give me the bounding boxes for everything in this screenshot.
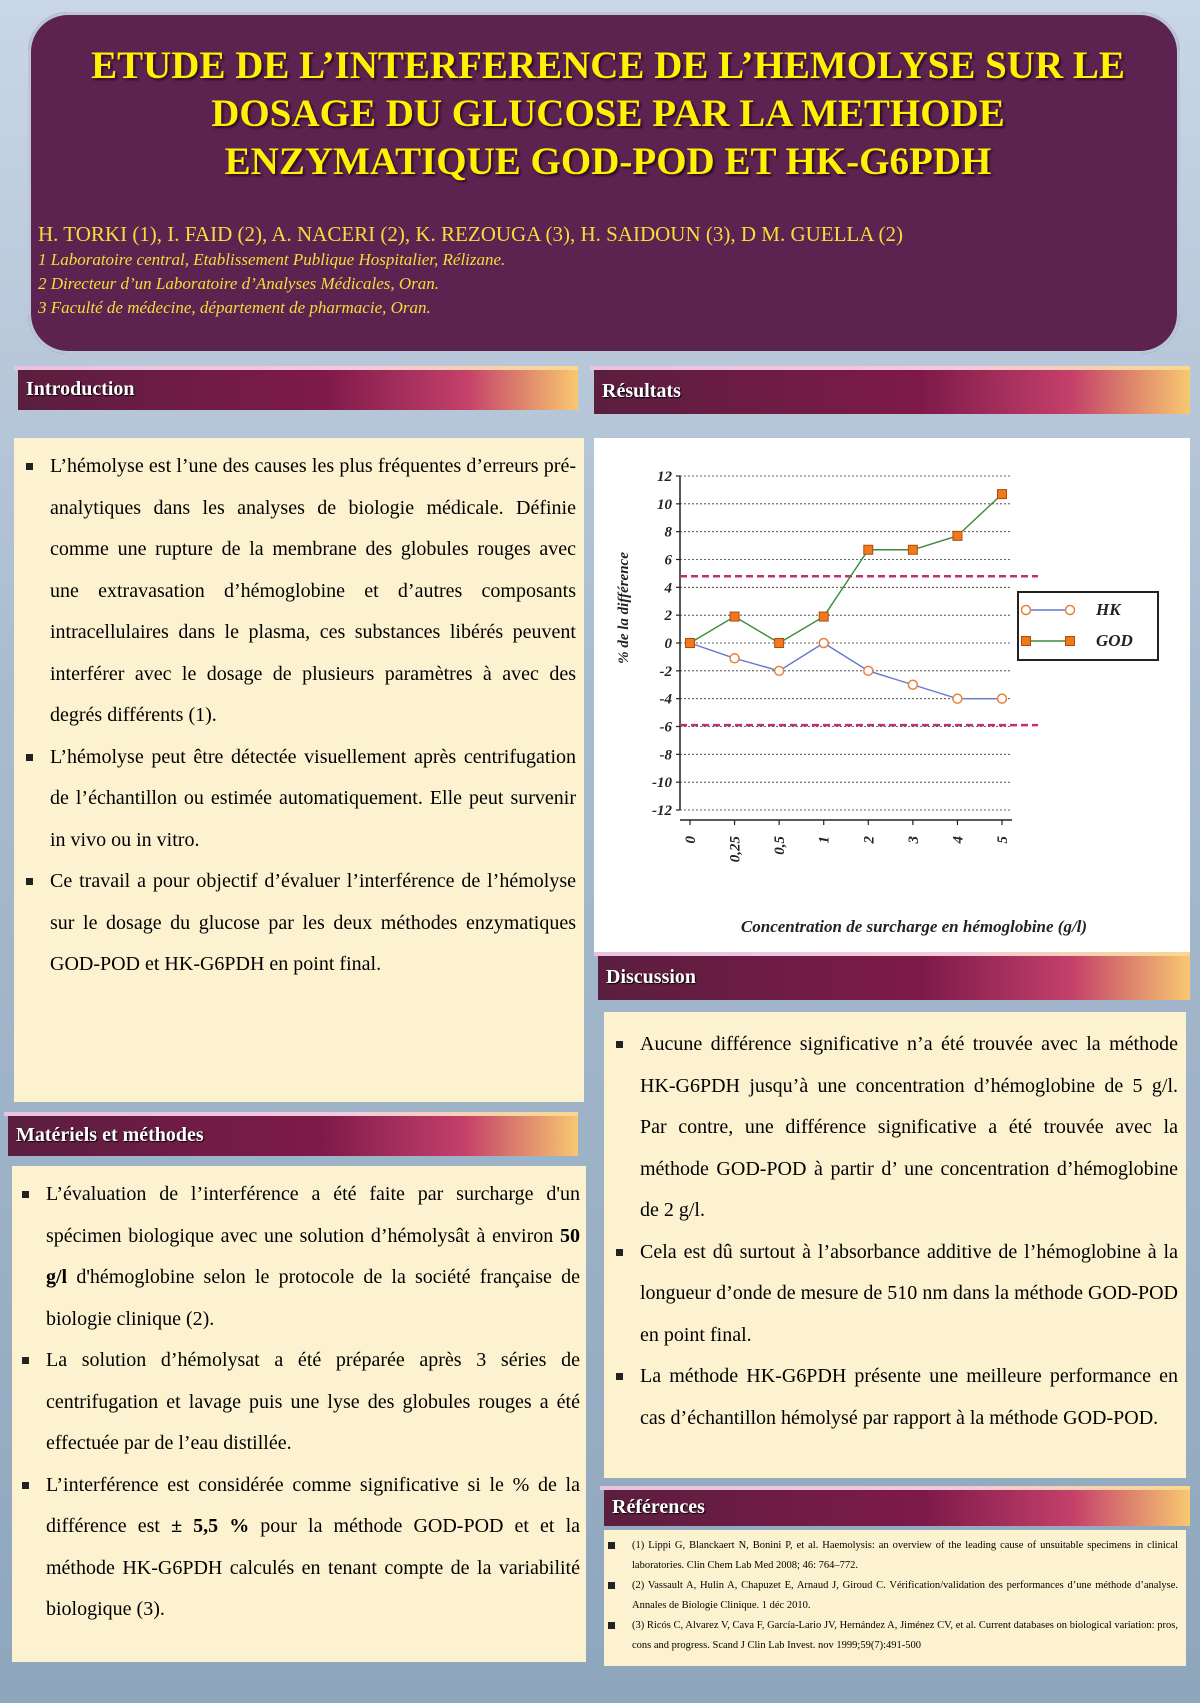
introduction-list bbox=[22, 446, 576, 986]
y-tick-label: -6 bbox=[659, 719, 672, 736]
results-chart-panel bbox=[594, 438, 1190, 952]
y-tick-label: -4 bbox=[659, 691, 672, 708]
affiliation-3: 3 Faculté de médecine, département de pharmacie, Oran. bbox=[38, 298, 431, 317]
methods-list bbox=[18, 1174, 580, 1631]
y-tick-label: 10 bbox=[657, 496, 672, 513]
data-point-hk bbox=[953, 694, 962, 703]
list-item: L’hémolyse peut être détectée visuellement après centrifugation de l’échantillon ou estimée automatiquement. Elle peut survenir in vivo ou in vitro. bbox=[22, 737, 576, 862]
references-heading-text: Références bbox=[612, 1496, 705, 1518]
poster-title bbox=[68, 42, 1148, 186]
data-point-hk bbox=[998, 694, 1007, 703]
x-tick-label: 0,25 bbox=[727, 836, 744, 863]
reference-item: (2) Vassault A, Hulin A, Chapuzet E, Arnaud J, Giroud C. Vérification/validation des performances d’une méthode d’analyse. Annales de Biologie Clinique. 1 déc 2010. bbox=[604, 1576, 1178, 1616]
reference-item: (1) Lippi G, Blanckaert N, Bonini P, et al. Haemolysis: an overview of the leading cause of unsuitable specimens in clinical laboratories. Clin Chem Lab Med 2008; 46: 764–772. bbox=[604, 1536, 1178, 1576]
methods-panel bbox=[12, 1166, 586, 1662]
discussion-panel bbox=[604, 1012, 1186, 1478]
authors: H. TORKI (1), I. FAID (2), A. NACERI (2), K. REZOUGA (3), H. SAIDOUN (3), D M. GUELLA (2) bbox=[38, 222, 903, 246]
list-item: Aucune différence significative n’a été trouvée avec la méthode HK-G6PDH jusqu’à une concentration d’hémoglobine de 5 g/l. Par contre, une différence significative a été trouvée avec la méthode GOD-POD à partir d’ une concentration d’hémoglobine de 2 g/l. bbox=[612, 1024, 1178, 1232]
data-point-hk bbox=[819, 639, 828, 648]
x-tick-label: 2 bbox=[861, 836, 878, 844]
data-point-hk bbox=[908, 680, 917, 689]
title-line: ETUDE DE L’INTERFERENCE DE L’HEMOLYSE SUR LE bbox=[91, 44, 1125, 87]
x-tick-label: 0 bbox=[683, 836, 699, 844]
discussion-heading bbox=[598, 956, 1190, 1000]
data-point-god bbox=[908, 545, 917, 554]
y-tick-label: 8 bbox=[664, 524, 672, 541]
data-point-hk bbox=[775, 666, 784, 675]
methods-b1-post: d'hémoglobine selon le protocole de la société française de biologie clinique (2). bbox=[46, 1266, 580, 1330]
affiliation-1: 1 Laboratoire central, Etablissement Publique Hospitalier, Rélizane. bbox=[38, 250, 506, 269]
results-heading-text: Résultats bbox=[602, 380, 681, 402]
data-point-hk bbox=[730, 654, 739, 663]
references-list bbox=[604, 1536, 1178, 1656]
methods-b3-post: pour la méthode GOD-POD et et la méthode HK-G6PDH calculés en tenant compte de la variabilité biologique (3). bbox=[46, 1515, 581, 1620]
list-item bbox=[18, 1465, 580, 1631]
title-line: DOSAGE DU GLUCOSE PAR LA METHODE bbox=[211, 92, 1005, 135]
discussion-heading-text: Discussion bbox=[606, 966, 697, 988]
list-item: La solution d’hémolysat a été préparée après 3 séries de centrifugation et lavage puis une lyse des globules rouges a été effectuée par de l’eau distillée. bbox=[18, 1340, 580, 1465]
x-tick-label: 5 bbox=[995, 836, 1011, 844]
list-item: Ce travail a pour objectif d’évaluer l’interférence de l’hémolyse sur le dosage du glucose par les deux méthodes enzymatiques GOD-POD et HK-G6PDH en point final. bbox=[22, 861, 576, 986]
list-item: La méthode HK-G6PDH présente une meilleure performance en cas d’échantillon hémolysé par rapport à la méthode GOD-POD. bbox=[612, 1356, 1178, 1439]
data-point-god bbox=[686, 639, 695, 648]
list-item bbox=[18, 1174, 580, 1340]
data-point-god bbox=[953, 531, 962, 540]
data-point-god bbox=[819, 612, 828, 621]
affiliation-2: 2 Directeur d’un Laboratoire d’Analyses Médicales, Oran. bbox=[38, 274, 440, 293]
methods-b1-pre: L’évaluation de l’interférence a été faite par surcharge d'un spécimen biologique avec une solution d’hémolysât à environ bbox=[46, 1183, 580, 1247]
introduction-panel bbox=[14, 438, 584, 1102]
chart-legend bbox=[1018, 592, 1158, 660]
data-point-god bbox=[730, 612, 739, 621]
legend-god: GOD bbox=[1096, 631, 1133, 650]
results-line-chart bbox=[594, 438, 1190, 952]
data-point-hk bbox=[864, 666, 873, 675]
data-point-god bbox=[998, 490, 1007, 499]
x-axis-label: Concentration de surcharge en hémoglobine (g/l) bbox=[740, 917, 1088, 936]
x-tick-label: 1 bbox=[816, 836, 833, 844]
references-heading bbox=[604, 1490, 1190, 1526]
methods-heading-text: Matériels et méthodes bbox=[16, 1124, 204, 1146]
x-tick-label: 4 bbox=[950, 836, 967, 844]
results-heading bbox=[594, 370, 1190, 414]
methods-heading bbox=[8, 1116, 578, 1156]
y-axis-label: % de la différence bbox=[616, 552, 632, 664]
y-tick-label: 4 bbox=[664, 580, 672, 597]
introduction-heading-text: Introduction bbox=[26, 378, 135, 400]
legend-hk: HK bbox=[1096, 600, 1121, 619]
list-item: Cela est dû surtout à l’absorbance additive de l’hémoglobine à la longueur d’onde de mesure de 510 nm dans la méthode GOD-POD en point final. bbox=[612, 1232, 1178, 1357]
y-tick-label: -8 bbox=[659, 747, 672, 764]
x-tick-label: 0,5 bbox=[772, 836, 789, 855]
data-point-god bbox=[864, 545, 873, 554]
methods-b3-pre: L’interférence est considérée comme significative si le % de la différence est bbox=[46, 1473, 580, 1537]
y-tick-label: 0 bbox=[664, 636, 672, 652]
methods-b1-bold: 50 g/l bbox=[46, 1224, 580, 1288]
y-tick-label: -2 bbox=[659, 663, 672, 680]
introduction-heading bbox=[18, 370, 578, 410]
methods-b3-bold: ± 5,5 % bbox=[171, 1515, 250, 1537]
poster-header bbox=[28, 12, 1180, 354]
y-tick-label: -10 bbox=[652, 775, 672, 792]
discussion-list bbox=[612, 1024, 1178, 1439]
y-tick-label: -12 bbox=[652, 803, 672, 819]
x-tick-label: 3 bbox=[905, 836, 922, 844]
references-panel bbox=[604, 1530, 1186, 1666]
y-tick-label: 6 bbox=[664, 552, 672, 569]
list-item: L’hémolyse est l’une des causes les plus fréquentes d’erreurs pré-analytiques dans les analyses de biologie médicale. Définie comme une rupture de la membrane des globules rouges avec une extravasation d’hémoglobine et d’autres composants intracellulaires dans le plasma, ces substances libérés peuvent interférer avec le dosage de plusieurs paramètres à avec des degrés différents (1). bbox=[22, 446, 576, 737]
reference-item: (3) Ricós C, Alvarez V, Cava F, García-Lario JV, Hernández A, Jiménez CV, et al. Current databases on biological variation: pros, cons and progress. Scand J Clin Lab Invest. nov 1999;59(7):491-500 bbox=[604, 1616, 1178, 1656]
y-tick-label: 12 bbox=[657, 469, 672, 485]
title-line: ENZYMATIQUE GOD-POD ET HK-G6PDH bbox=[224, 140, 992, 183]
data-point-god bbox=[775, 639, 784, 648]
y-tick-label: 2 bbox=[664, 608, 672, 625]
